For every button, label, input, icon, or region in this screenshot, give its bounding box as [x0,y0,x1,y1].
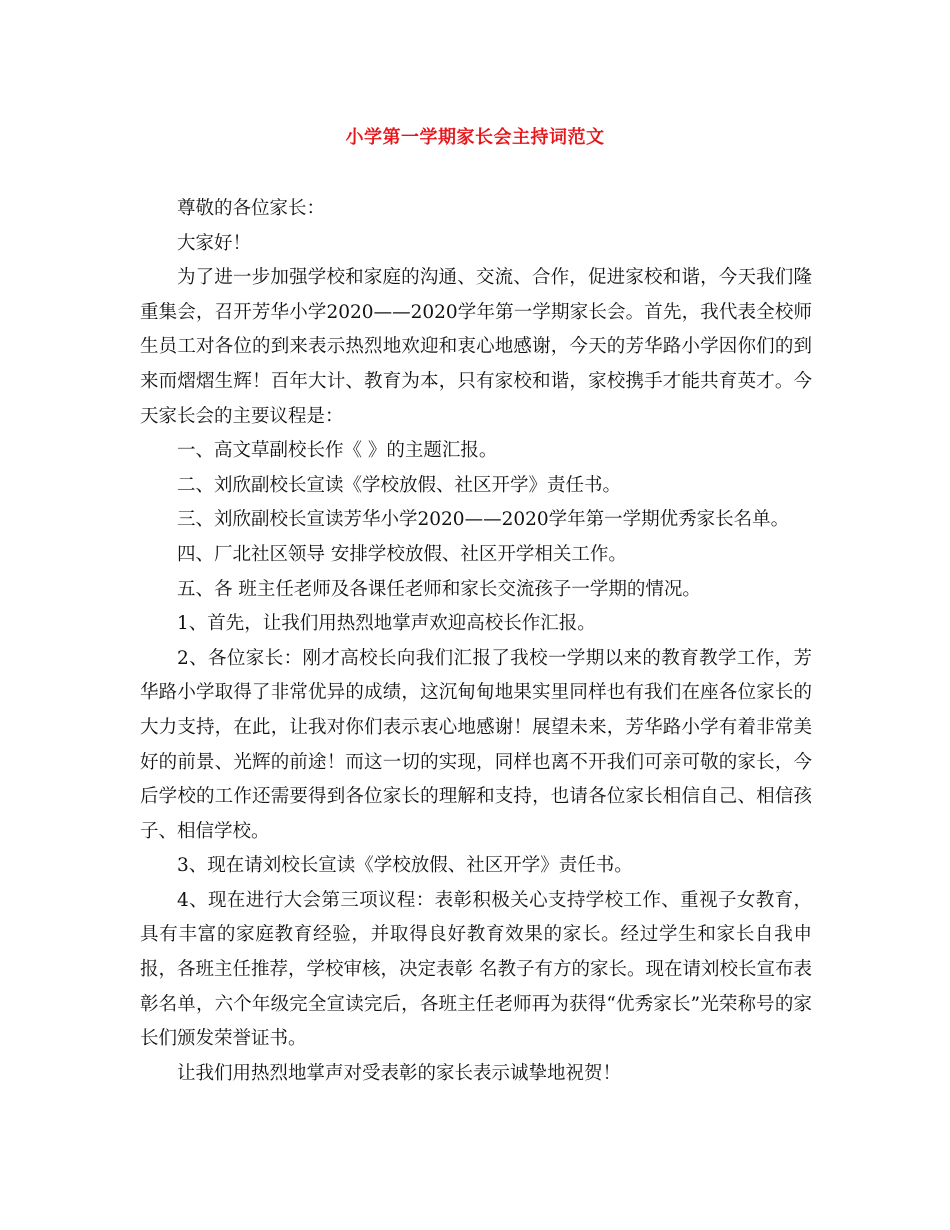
step-3-paragraph: 3、现在请刘校长宣读《学校放假、社区开学》责任书。 [177,855,633,877]
document-title: 小学第一学期家长会主持词范文 [345,127,605,148]
agenda-item-4: 四、厂北社区领导 安排学校放假、社区开学相关工作。 [177,543,627,565]
agenda-item-1: 一、高文草副校长作《 》的主题汇报。 [177,440,498,462]
agenda-item-3: 三、刘欣副校长宣读芳华小学2020——2020学年第一学期优秀家长名单。 [177,509,790,531]
step-4-paragraph: 4、现在进行大会第三项议程：表彰积极关心支持学校工作、重视子女教育，具有丰富的家庭教育经验，并取得良好教育效果的家长。经过学生和家长自我申报，各班主任推荐，学校审核，决定表彰 名教子有方的家长。现在请刘校长宣布表彰名单，六个年级完全宣读完后，各班主任老师再为获得“优秀家长”光荣称号的家长们颁发荣誉证书。 [140,889,812,1050]
step-2-paragraph: 2、各位家长：刚才高校长向我们汇报了我校一学期以来的教育教学工作，芳华路小学取得了非常优异的成绩，这沉甸甸地果实里同样也有我们在座各位家长的大力支持，在此，让我对你们表示衷心地感谢！展望未来，芳华路小学有着非常美好的前景、光辉的前途！而这一切的实现，同样也离不开我们可亲可敬的家长，今后学校的工作还需要得到各位家长的理解和支持，也请各位家长相信自己、相信孩子、相信学校。 [140,647,812,842]
document-body [140,192,812,1091]
step-1-paragraph: 1、首先，让我们用热烈地掌声欢迎高校长作汇报。 [177,613,596,635]
intro-paragraph: 为了进一步加强学校和家庭的沟通、交流、合作，促进家校和谐，今天我们隆重集会，召开芳华小学2020——2020学年第一学期家长会。首先，我代表全校师生员工对各位的到来表示热烈地欢迎和衷心地感谢，今天的芳华路小学因你们的到来而熠熠生辉！百年大计、教育为本，只有家校和谐，家校携手才能共育英才。今天家长会的主要议程是： [140,267,812,427]
closing-paragraph: 让我们用热烈地掌声对受表彰的家长表示诚挚地祝贺！ [177,1062,622,1084]
agenda-item-5: 五、各 班主任老师及各课任老师和家长交流孩子一学期的情况。 [177,578,701,600]
agenda-item-2: 二、刘欣副校长宣读《学校放假、社区开学》责任书。 [177,474,622,496]
salutation: 尊敬的各位家长： [177,198,326,219]
greeting: 大家好！ [177,232,252,254]
